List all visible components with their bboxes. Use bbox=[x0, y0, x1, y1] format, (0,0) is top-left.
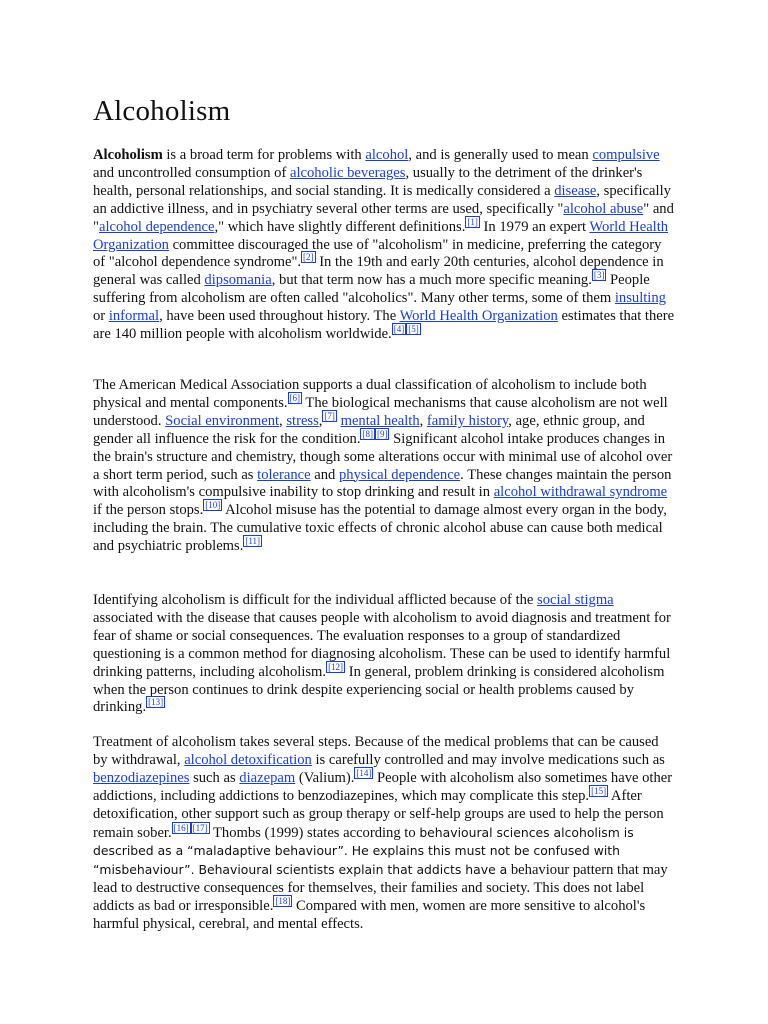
text: Alcohol misuse has the potential to damage almost every organ in the body, including the brain. The cumulative toxic effects of chronic alcohol abuse can cause both medical and psychiatric problems. bbox=[93, 502, 667, 555]
text: , usually to the detriment of the drinker's health, personal relationships, and social standing. It is medically considered a bbox=[93, 164, 643, 199]
link-alcohol[interactable]: alcohol bbox=[365, 147, 409, 163]
text: Identifying alcoholism is difficult for the individual afflicted because of the bbox=[93, 592, 538, 608]
text: or bbox=[93, 308, 109, 325]
text: associated with the disease that causes people with alcoholism to avoid diagnosis and treatment for fear of shame or social consequences. The evaluation responses to a group of standardized questioning is a common method for diagnosing alcoholism. These can be used to identify harmful drinking patterns, including alcoholism. bbox=[93, 609, 671, 680]
link-benzodiazepines[interactable]: benzodiazepines bbox=[93, 769, 190, 786]
link-social-stigma[interactable]: social stigma bbox=[537, 592, 614, 608]
text: , bbox=[279, 412, 287, 429]
text: Compared with men, women are more sensitive to alcohol's harmful physical, cerebral, and mental effects. bbox=[93, 898, 646, 933]
citation-link-4[interactable]: [4] bbox=[393, 324, 405, 335]
citation bbox=[465, 216, 480, 228]
citation-link-6[interactable]: [6] bbox=[289, 392, 301, 403]
citation-link-5[interactable]: [5] bbox=[408, 324, 419, 335]
citation-link-18[interactable]: [18] bbox=[275, 896, 291, 907]
link-physical-dependence[interactable]: physical dependence bbox=[339, 466, 461, 483]
link-informal[interactable]: informal bbox=[108, 308, 160, 325]
text: is a broad term for problems with bbox=[162, 147, 366, 163]
link-alcohol-abuse[interactable]: alcohol abuse bbox=[563, 200, 644, 217]
text: Significant alcohol intake produces changes in the brain's structure and chemistry, though some alterations occur with minimal use of alcohol over a short term period, such as bbox=[93, 430, 673, 483]
citation bbox=[301, 251, 316, 263]
link-alcohol-withdrawal-syndrome[interactable]: alcohol withdrawal syndrome bbox=[493, 484, 668, 501]
citation bbox=[592, 269, 607, 281]
citation bbox=[322, 410, 337, 422]
citation-link-3[interactable]: [3] bbox=[593, 270, 605, 281]
text: In 1979 an expert bbox=[479, 218, 590, 235]
sans-serif-passage: behavioural sciences alcoholism is described as a “maladaptive behaviour”. He explains this must not be confused with “misbehaviour”. Behavioural scientists explain that addicts have a bbox=[93, 824, 634, 878]
citation-link-9[interactable]: [9] bbox=[376, 428, 388, 439]
link-insulting[interactable]: insulting bbox=[614, 290, 666, 307]
citation bbox=[354, 767, 373, 779]
link-compulsive[interactable]: compulsive bbox=[592, 147, 660, 163]
citation-link-14[interactable]: [14] bbox=[356, 767, 372, 778]
citation-link-17[interactable]: [17] bbox=[192, 822, 208, 833]
paragraph-intro bbox=[93, 147, 675, 344]
text: . These changes maintain the person with alcoholism's compulsive inability to stop drinking and result in bbox=[93, 466, 672, 501]
text: and bbox=[310, 466, 339, 483]
link-mental-health[interactable]: mental health bbox=[340, 412, 420, 429]
paragraph-diagnosis bbox=[93, 592, 675, 717]
link-tolerance[interactable]: tolerance bbox=[257, 466, 311, 483]
link-family-history[interactable]: family history bbox=[426, 412, 509, 429]
text: The American Medical Association supports a dual classification of alcoholism to include both physical and mental components. bbox=[93, 377, 647, 411]
text: is carefully controlled and may involve medications such as bbox=[311, 751, 665, 768]
citation bbox=[243, 535, 262, 547]
citation-link-1[interactable]: [1] bbox=[467, 216, 478, 227]
text: After detoxification, other support such as group therapy or self-help groups are used to help the person remain sober. bbox=[93, 787, 664, 841]
text: , bbox=[419, 412, 427, 429]
citation-link-11[interactable]: [11] bbox=[245, 536, 261, 547]
text: and uncontrolled consumption of bbox=[93, 164, 290, 181]
citation-link-13[interactable]: [13] bbox=[148, 697, 164, 708]
link-diazepam[interactable]: diazepam bbox=[239, 769, 296, 786]
citation bbox=[172, 822, 210, 834]
citation-link-2[interactable]: [2] bbox=[303, 252, 314, 263]
link-world-health-organization[interactable]: World Health Organization bbox=[93, 218, 669, 253]
text: ," which have slightly different definitions. bbox=[214, 218, 466, 235]
text: , and is generally used to mean bbox=[408, 147, 593, 163]
text: such as bbox=[189, 769, 240, 786]
link-stress[interactable]: stress bbox=[286, 412, 319, 429]
citation bbox=[589, 785, 608, 797]
link-alcohol-detoxification[interactable]: alcohol detoxification bbox=[184, 751, 312, 768]
text: Thombs (1999) states according to bbox=[209, 824, 420, 841]
citation-link-10[interactable]: [10] bbox=[205, 500, 221, 511]
text: committee discouraged the use of "alcoholism" in medicine, preferring the category of "alcohol dependence syndrome". bbox=[93, 236, 662, 271]
text: , have been used throughout history. The bbox=[159, 308, 400, 325]
paragraph-treatment bbox=[93, 734, 675, 934]
link-disease[interactable]: disease bbox=[554, 182, 597, 199]
citation-link-7[interactable]: [7] bbox=[324, 410, 335, 421]
text: , but that term now has a much more specific meaning. bbox=[271, 272, 592, 289]
link-world-health-organization-2[interactable]: World Health Organization bbox=[399, 308, 558, 325]
citation bbox=[288, 392, 303, 404]
citation-link-8[interactable]: [8] bbox=[362, 428, 373, 439]
text: , bbox=[318, 412, 323, 429]
link-dipsomania[interactable]: dipsomania bbox=[204, 272, 272, 289]
link-social-environment[interactable]: Social environment bbox=[165, 412, 280, 429]
paragraph-causes bbox=[93, 377, 675, 556]
text: behaviour pattern that may lead to destructive consequences for themselves, their families and society. This does not label addicts as bad or irresponsible. bbox=[93, 862, 668, 915]
link-alcohol-dependence[interactable]: alcohol dependence bbox=[98, 218, 215, 235]
citation-link-16[interactable]: [16] bbox=[173, 822, 189, 833]
citation bbox=[326, 661, 345, 673]
term-bold: Alcoholism bbox=[93, 147, 163, 163]
citation bbox=[392, 323, 421, 335]
text: , specifically an addictive illness, and in psychiatry several other terms are used, specifically " bbox=[93, 182, 671, 217]
text: , age, ethnic group, and gender all influence the risk for the condition. bbox=[93, 412, 645, 447]
link-alcoholic-beverages[interactable]: alcoholic beverages bbox=[289, 164, 406, 181]
text: People suffering from alcoholism are often called "alcoholics". Many other terms, some of them bbox=[93, 272, 650, 307]
citation bbox=[273, 895, 292, 907]
text: In the 19th and early 20th centuries, alcohol dependence in general was called bbox=[93, 254, 664, 289]
text: (Valium). bbox=[295, 769, 355, 786]
citation bbox=[146, 696, 165, 708]
citation bbox=[360, 428, 389, 440]
citation-link-12[interactable]: [12] bbox=[328, 661, 344, 672]
text: The biological mechanisms that cause alcoholism are not well understood. bbox=[93, 394, 668, 429]
page-title: Alcoholism bbox=[93, 95, 231, 127]
text: People with alcoholism also sometimes have other addictions, including addictions to benzodiazepines, which may complicate this step. bbox=[93, 769, 673, 804]
text: if the person stops. bbox=[93, 502, 204, 519]
text: In general, problem drinking is considered alcoholism when the person continues to drink despite experiencing social or health problems caused by drinking. bbox=[93, 663, 665, 716]
citation bbox=[203, 499, 222, 511]
text: Treatment of alcoholism takes several steps. Because of the medical problems that can be caused by withdrawal, bbox=[93, 734, 659, 768]
text: " and " bbox=[93, 200, 674, 235]
citation-link-15[interactable]: [15] bbox=[591, 785, 607, 796]
text: estimates that there are 140 million people with alcoholism worldwide. bbox=[93, 308, 675, 343]
